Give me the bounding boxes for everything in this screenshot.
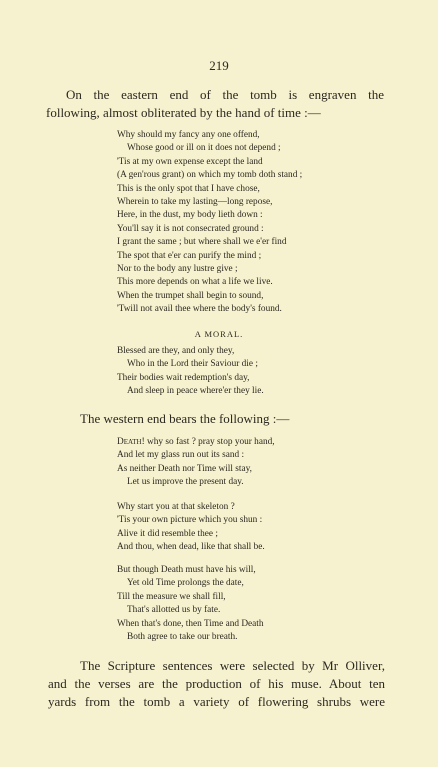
intro-line-2: following, almost obliterated by the hand of time :— xyxy=(46,105,321,120)
epitaph-line: When the trumpet shall begin to sound, xyxy=(117,290,264,301)
stanza-2-line: Alive it did resemble thee ; xyxy=(117,528,218,539)
stanza-1-line: Let us improve the present day. xyxy=(127,477,244,488)
stanza-3-line: When that's done, then Time and Death xyxy=(117,618,264,629)
stanza-3-line: Both agree to take our breath. xyxy=(127,632,238,643)
epitaph-verse xyxy=(117,129,302,317)
stanza-3-line: Yet old Time prolongs the date, xyxy=(127,578,244,589)
closing-line-1: The Scripture sentences were selected by Mr Olliver, xyxy=(80,658,385,673)
western-intro: The western end bears the following :— xyxy=(80,411,290,426)
stanza-1 xyxy=(117,436,275,490)
stanza-2-line: 'Tis your own picture which you shun : xyxy=(117,515,263,526)
moral-verse xyxy=(117,345,264,399)
death-word: Death xyxy=(117,437,142,447)
stanza-1-line: As neither Death nor Time will stay, xyxy=(117,463,252,474)
epitaph-line: Wherein to take my lasting—long repose, xyxy=(117,197,273,208)
epitaph-line: This is the only spot that I have chose, xyxy=(117,183,260,194)
moral-heading: A MORAL. xyxy=(194,329,244,339)
stanza-2-line: And thou, when dead, like that shall be. xyxy=(117,542,265,553)
epitaph-line: 'Twill not avail thee where the body's found. xyxy=(117,304,282,315)
closing-paragraph xyxy=(48,657,385,711)
stanza-1-first-rest: ! why so fast ? pray stop your hand, xyxy=(141,437,275,447)
stanza-3-line: Till the measure we shall fill, xyxy=(117,591,226,602)
epitaph-line: I grant the same ; but where shall we e'er find xyxy=(117,237,287,248)
stanza-3-line: But though Death must have his will, xyxy=(117,565,256,575)
stanza-1-line: And let my glass run out its sand : xyxy=(117,450,245,461)
epitaph-line: Why should my fancy any one offend, xyxy=(117,130,260,140)
moral-line: Who in the Lord their Saviour die ; xyxy=(127,359,258,370)
moral-line: And sleep in peace where'er they lie. xyxy=(127,386,264,397)
stanza-3-line: That's allotted us by fate. xyxy=(127,605,221,616)
stanza-2-line: Why start you at that skeleton ? xyxy=(117,502,235,512)
epitaph-line: The spot that e'er can purify the mind ; xyxy=(117,250,262,261)
moral-line: Blessed are they, and only they, xyxy=(117,346,235,356)
epitaph-line: 'Tis at my own expense except the land xyxy=(117,156,263,167)
stanza-2 xyxy=(117,501,265,555)
epitaph-line: Whose good or ill on it does not depend ; xyxy=(127,143,281,154)
closing-line-3: yards from the tomb a variety of flowering shrubs were xyxy=(48,694,385,709)
epitaph-line: You'll say it is not consecrated ground : xyxy=(117,223,264,234)
epitaph-line: Here, in the dust, my body lieth down : xyxy=(117,210,263,221)
stanza-1-line xyxy=(117,436,275,449)
closing-line-2: and the verses are the production of his muse. About ten xyxy=(48,676,385,691)
epitaph-line: Nor to the body any lustre give ; xyxy=(117,264,238,275)
intro-line-1: On the eastern end of the tomb is engraven the xyxy=(66,87,384,102)
epitaph-line: (A gen'rous grant) on which my tomb doth stand ; xyxy=(117,170,303,181)
moral-line: Their bodies wait redemption's day, xyxy=(117,372,250,383)
intro-paragraph xyxy=(46,86,384,122)
epitaph-line: This more depends on what a life we live. xyxy=(117,277,273,288)
stanza-3 xyxy=(117,564,264,644)
page-number: 219 xyxy=(209,58,229,73)
